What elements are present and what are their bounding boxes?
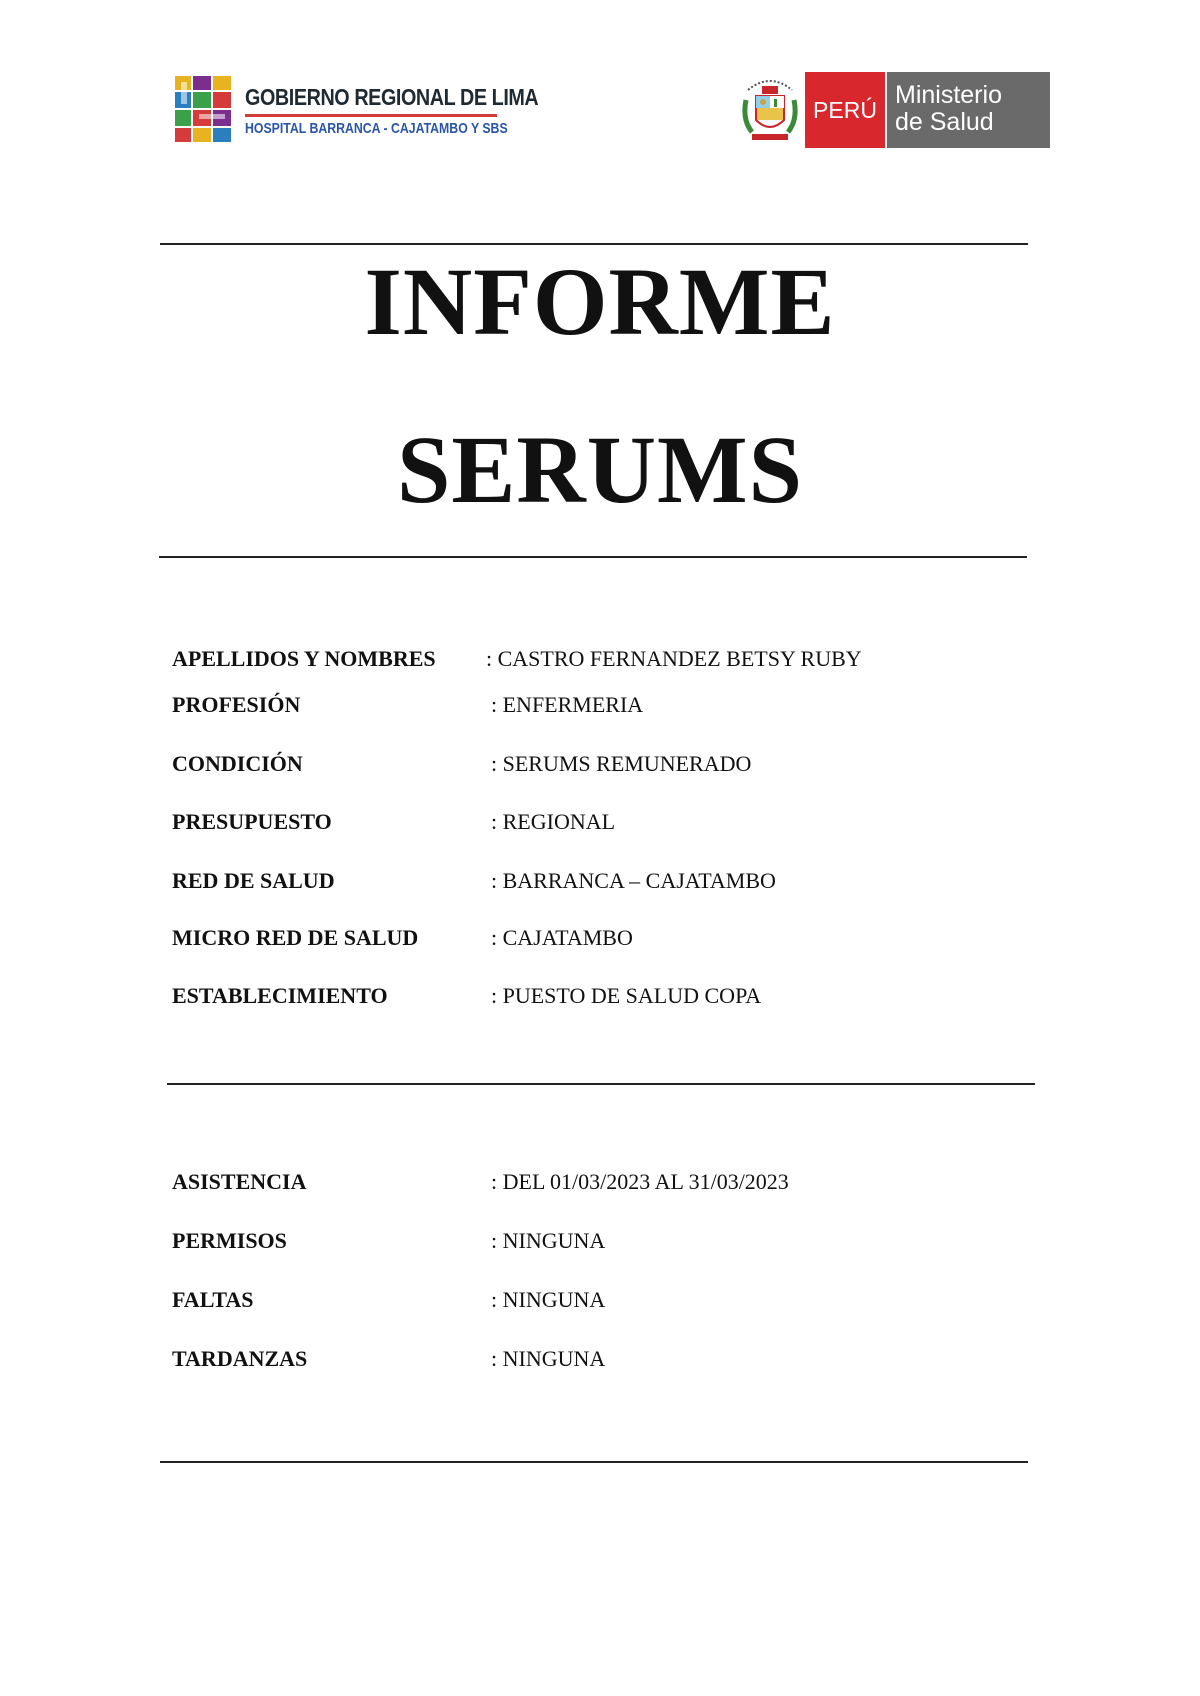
info-value: : BARRANCA – CAJATAMBO [491, 868, 776, 893]
info-label: PROFESIÓN [172, 692, 301, 717]
info-label: APELLIDOS Y NOMBRES [172, 646, 436, 671]
title-bottom-rule [159, 556, 1027, 558]
bottom-rule [160, 1461, 1028, 1463]
title-top-rule [160, 243, 1028, 245]
title-serums: SERUMS [396, 416, 804, 523]
hospital-subtitle: HOSPITAL BARRANCA - CAJATAMBO Y SBS [245, 120, 508, 137]
attendance-label: ASISTENCIA [172, 1169, 307, 1194]
attendance-value: : NINGUNA [491, 1287, 606, 1312]
info-label: ESTABLECIMIENTO [172, 983, 388, 1008]
attendance-label: TARDANZAS [172, 1346, 308, 1371]
info-value: : CASTRO FERNANDEZ BETSY RUBY [486, 646, 862, 671]
ministerio-line: Ministerio [895, 81, 1002, 109]
ministerio-salud-logo [740, 70, 1050, 148]
info-label: PRESUPUESTO [172, 809, 332, 834]
attendance-value: : NINGUNA [491, 1228, 606, 1253]
attendance-label: PERMISOS [172, 1228, 287, 1253]
info-value: : REGIONAL [491, 809, 616, 834]
attendance-label: FALTAS [172, 1287, 254, 1312]
info-label: RED DE SALUD [172, 868, 335, 893]
de-salud-line: de Salud [895, 108, 994, 136]
gobierno-regional-underline [245, 114, 497, 117]
info-value: : CAJATAMBO [491, 925, 633, 950]
gobierno-regional-logo [173, 74, 539, 146]
gobierno-regional-title: GOBIERNO REGIONAL DE LIMA [245, 84, 539, 110]
ministerio-de-salud-label [887, 72, 1050, 148]
title-informe: INFORME [364, 248, 836, 355]
info-label: CONDICIÓN [172, 751, 303, 776]
info-label: MICRO RED DE SALUD [172, 925, 419, 950]
gobierno-regional-mosaic-logo-icon [173, 74, 235, 144]
info-value: : SERUMS REMUNERADO [491, 751, 752, 776]
peru-label: PERÚ [805, 72, 885, 148]
info-value: : ENFERMERIA [491, 692, 644, 717]
peru-coat-of-arms-icon [740, 70, 800, 148]
attendance-value: : DEL 01/03/2023 AL 31/03/2023 [491, 1169, 789, 1194]
section-divider-rule [167, 1083, 1035, 1085]
info-value: : PUESTO DE SALUD COPA [491, 983, 762, 1008]
attendance-value: : NINGUNA [491, 1346, 606, 1371]
